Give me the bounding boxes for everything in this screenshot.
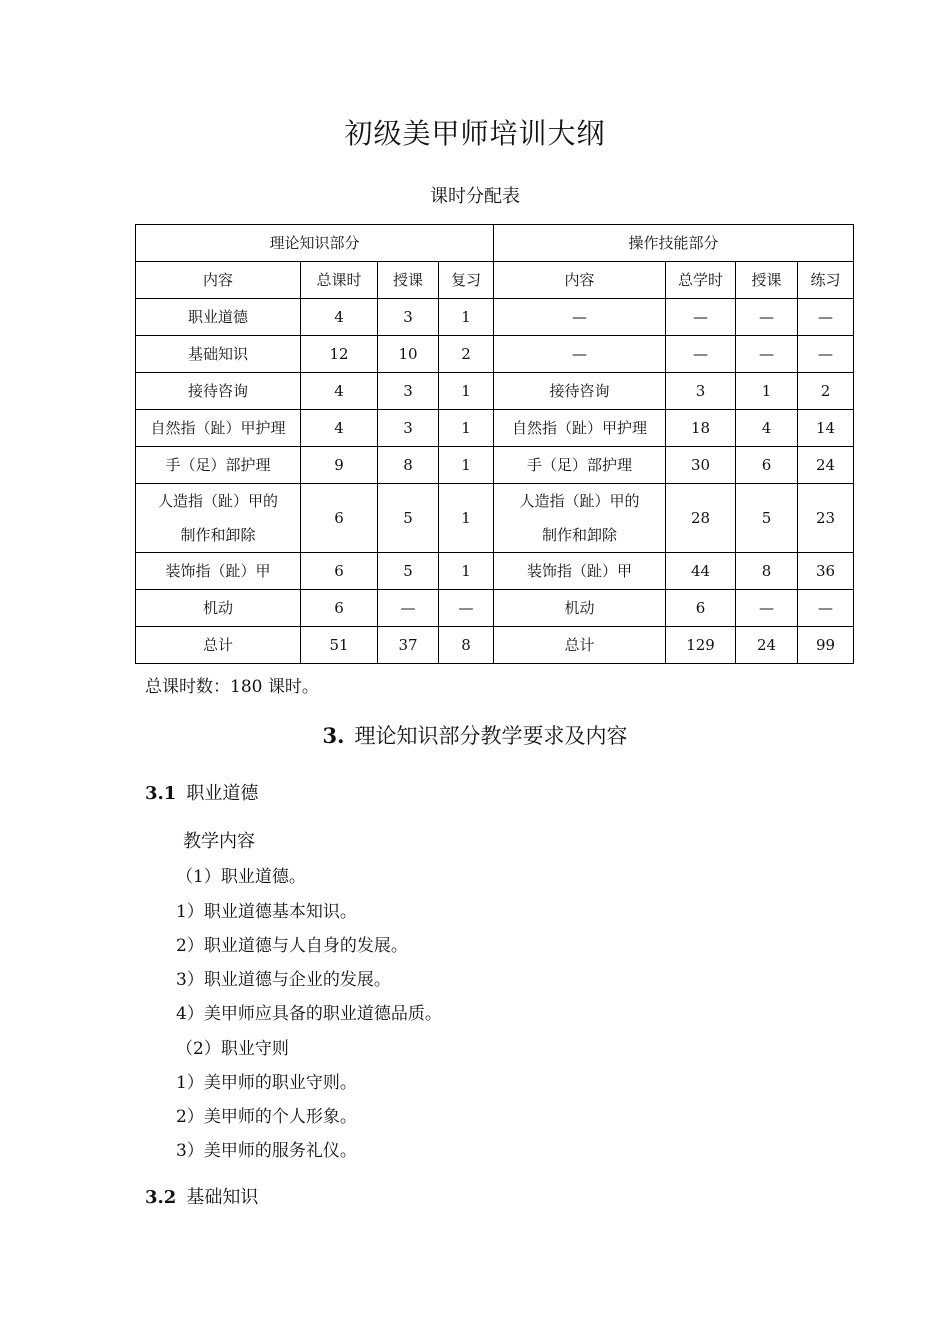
table-cell: 1: [736, 373, 798, 410]
column-header: 授课: [736, 262, 798, 299]
table-cell: 5: [736, 484, 798, 553]
list-item: （2）职业守则: [176, 1039, 289, 1059]
list-item: 1）职业道德基本知识。: [176, 902, 357, 922]
table-cell: 44: [666, 553, 736, 590]
table-row: [136, 336, 854, 373]
table-cell: 2: [798, 373, 854, 410]
table-cell: 129: [666, 627, 736, 664]
table-cell: 职业道德: [136, 299, 301, 336]
table-cell: 4: [301, 373, 378, 410]
table-cell: [136, 484, 301, 553]
table-cell: 2: [439, 336, 494, 373]
table-cell: 6: [301, 484, 378, 553]
table-cell: 1: [439, 447, 494, 484]
table-cell: 14: [798, 410, 854, 447]
table-cell: 18: [666, 410, 736, 447]
table-row: [136, 484, 854, 553]
table-cell: 8: [439, 627, 494, 664]
table-cell: 4: [301, 299, 378, 336]
table-cell: 9: [301, 447, 378, 484]
teaching-content-label: 教学内容: [183, 831, 255, 852]
table-cell: 23: [798, 484, 854, 553]
table-cell: 接待咨询: [494, 373, 666, 410]
table-cell: 手（足）部护理: [136, 447, 301, 484]
list-item: （1）职业道德。: [176, 867, 306, 887]
table-cell: —: [666, 336, 736, 373]
table-cell: 6: [301, 590, 378, 627]
table-cell: 手（足）部护理: [494, 447, 666, 484]
list-item: 2）职业道德与人自身的发展。: [176, 936, 408, 956]
table-cell: 装饰指（趾）甲: [494, 553, 666, 590]
table-cell: 99: [798, 627, 854, 664]
table-cell: —: [666, 299, 736, 336]
column-header: 练习: [798, 262, 854, 299]
table-cell: 3: [666, 373, 736, 410]
table-cell: —: [494, 336, 666, 373]
table-cell: 5: [378, 484, 439, 553]
list-item: 1）美甲师的职业守则。: [176, 1073, 357, 1093]
table-cell: 12: [301, 336, 378, 373]
table-cell: —: [736, 590, 798, 627]
section-3-heading: [0, 720, 950, 750]
table-cell: 3: [378, 299, 439, 336]
table-cell: 4: [736, 410, 798, 447]
table-cell: 机动: [136, 590, 301, 627]
column-header: 总课时: [301, 262, 378, 299]
section-3-2-heading: [145, 1183, 258, 1209]
section-title: 理论知识部分教学要求及内容: [354, 724, 628, 748]
table-cell: 总计: [136, 627, 301, 664]
table-cell: 1: [439, 410, 494, 447]
table-cell: 总计: [494, 627, 666, 664]
table-cell: 接待咨询: [136, 373, 301, 410]
table-total-row: [136, 627, 854, 664]
table-cell: 4: [301, 410, 378, 447]
table-cell: —: [798, 299, 854, 336]
group-header-skill: 操作技能部分: [494, 225, 854, 262]
table-row: [136, 590, 854, 627]
table-cell: 1: [439, 299, 494, 336]
table-column-header-row: [136, 262, 854, 299]
table-cell: 24: [798, 447, 854, 484]
table-cell: 3: [378, 373, 439, 410]
table-row: [136, 410, 854, 447]
total-hours-note: 总课时数：180 课时。: [145, 677, 319, 697]
column-header: 总学时: [666, 262, 736, 299]
table-cell: 37: [378, 627, 439, 664]
table-cell: —: [494, 299, 666, 336]
table-cell: 1: [439, 373, 494, 410]
table-cell: —: [736, 299, 798, 336]
list-item: 2）美甲师的个人形象。: [176, 1107, 357, 1127]
table-cell: 基础知识: [136, 336, 301, 373]
table-row: [136, 447, 854, 484]
column-header: 授课: [378, 262, 439, 299]
table-cell: 自然指（趾）甲护理: [136, 410, 301, 447]
table-cell: 6: [736, 447, 798, 484]
document-title: 初级美甲师培训大纲: [344, 117, 606, 150]
group-header-theory: 理论知识部分: [136, 225, 494, 262]
table-cell: 1: [439, 553, 494, 590]
list-item: 4）美甲师应具备的职业道德品质。: [176, 1004, 442, 1024]
table-cell: 6: [666, 590, 736, 627]
table-cell: 28: [666, 484, 736, 553]
hours-allocation-table: [135, 224, 854, 664]
list-item: 3）职业道德与企业的发展。: [176, 970, 391, 990]
cell-line: 制作和卸除: [180, 526, 256, 544]
table-row: [136, 299, 854, 336]
column-header: 内容: [494, 262, 666, 299]
section-number: 3.1: [145, 783, 177, 804]
table-cell: 6: [301, 553, 378, 590]
table-cell: 51: [301, 627, 378, 664]
section-3-1-heading: [145, 779, 258, 805]
column-header: 复习: [439, 262, 494, 299]
section-title: 职业道德: [186, 783, 259, 804]
table-cell: 机动: [494, 590, 666, 627]
table-caption: 课时分配表: [430, 186, 520, 207]
table-cell: [494, 484, 666, 553]
table-cell: 8: [736, 553, 798, 590]
table-cell: —: [798, 590, 854, 627]
table-cell: 1: [439, 484, 494, 553]
table-cell: —: [378, 590, 439, 627]
table-cell: 10: [378, 336, 439, 373]
table-cell: 5: [378, 553, 439, 590]
table-cell: —: [736, 336, 798, 373]
table-cell: 36: [798, 553, 854, 590]
table-cell: —: [798, 336, 854, 373]
table-group-header-row: [136, 225, 854, 262]
table-cell: 24: [736, 627, 798, 664]
list-item: 3）美甲师的服务礼仪。: [176, 1141, 357, 1161]
table-row: [136, 373, 854, 410]
table-cell: 30: [666, 447, 736, 484]
table-cell: 8: [378, 447, 439, 484]
table-cell: —: [439, 590, 494, 627]
section-number: 3.2: [145, 1187, 177, 1208]
cell-line: 制作和卸除: [542, 526, 618, 544]
section-number: 3.: [322, 723, 345, 748]
column-header: 内容: [136, 262, 301, 299]
table-row: [136, 553, 854, 590]
section-title: 基础知识: [186, 1187, 259, 1208]
cell-line: 人造指（趾）甲的: [519, 492, 640, 510]
cell-line: 人造指（趾）甲的: [157, 492, 278, 510]
table-cell: 装饰指（趾）甲: [136, 553, 301, 590]
table-cell: 自然指（趾）甲护理: [494, 410, 666, 447]
table-cell: 3: [378, 410, 439, 447]
